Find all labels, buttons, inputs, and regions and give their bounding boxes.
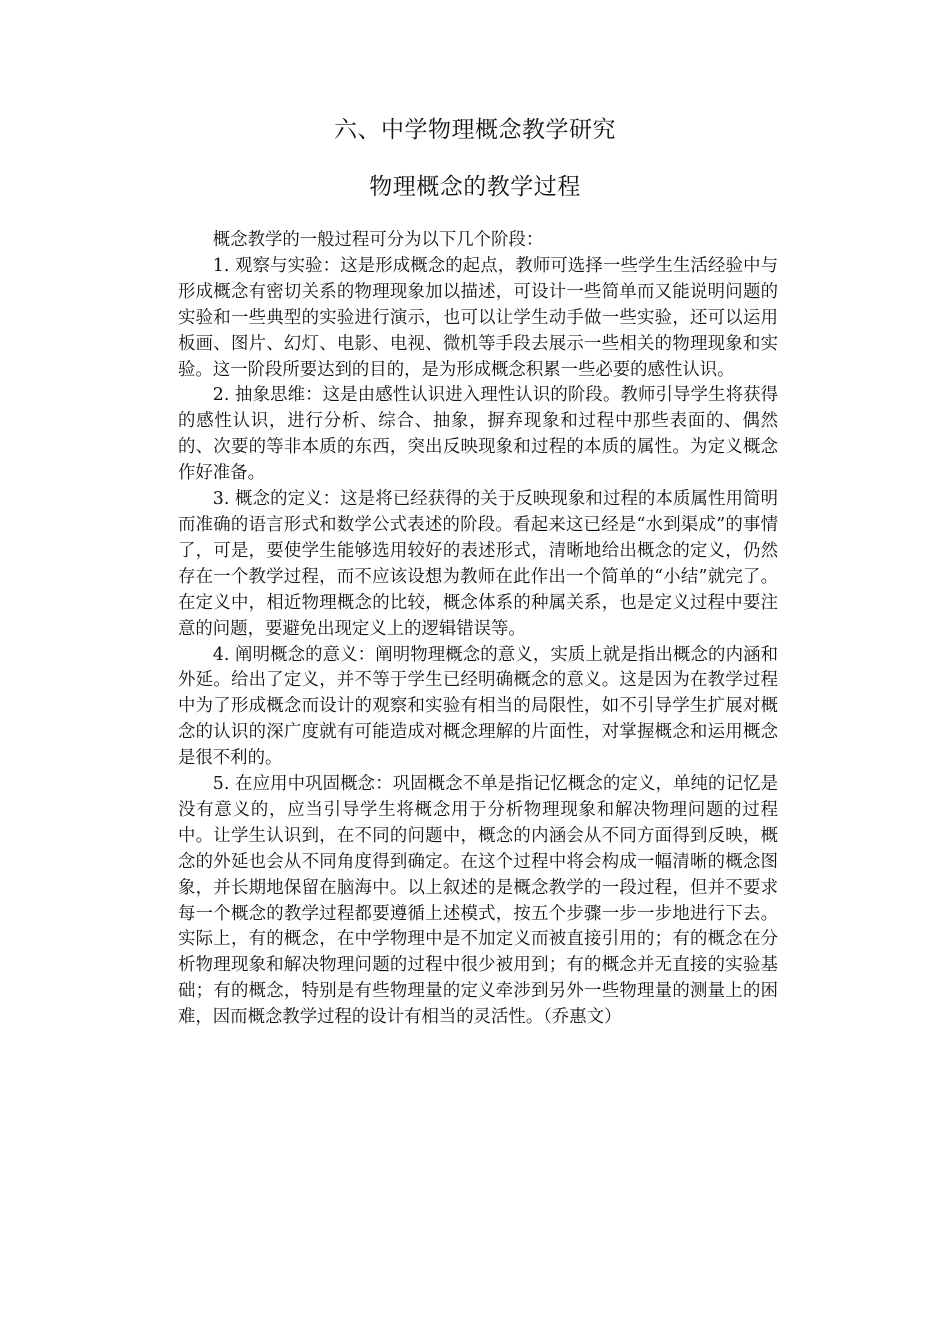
body-text	[178, 228, 778, 1031]
paragraph-observation: 1. 观察与实验：这是形成概念的起点，教师可选择一些学生生活经验中与形成概念有密切关系的物理现象加以描述，可设计一些简单而又能说明问题的实验和一些典型的实验进行演示，也可以让学生动手做一些实验，还可以运用板画、图片、幻灯、电影、电视、微机等手段去展示一些相关的物理现象和实验。这一阶段所要达到的目的，是为形成概念积累一些必要的感性认识。	[178, 255, 778, 380]
paragraph-abstract-thinking: 2. 抽象思维：这是由感性认识进入理性认识的阶段。教师引导学生将获得的感性认识，进行分析、综合、抽象，摒弃现象和过程中那些表面的、偶然的、次要的等非本质的东西，突出反映现象和过程的本质的属性。为定义概念作好准备。	[178, 385, 778, 484]
intro-paragraph: 概念教学的一般过程可分为以下几个阶段：	[212, 230, 544, 250]
paragraph-definition: 3. 概念的定义：这是将已经获得的关于反映现象和过程的本质属性用简明而准确的语言形式和数学公式表述的阶段。看起来这已经是“水到渠成”的事情了，可是，要使学生能够选用较好的表述形式，清晰地给出概念的定义，仍然存在一个教学过程，而不应该设想为教师在此作出一个简单的“小结”就完了。在定义中，相近物理概念的比较，概念体系的种属关系，也是定义过程中要注意的问题，要避免出现定义上的逻辑错误等。	[178, 489, 778, 639]
paragraph-application: 5. 在应用中巩固概念：巩固概念不单是指记忆概念的定义，单纯的记忆是没有意义的，应当引导学生将概念用于分析物理现象和解决物理问题的过程中。让学生认识到，在不同的问题中，概念的内涵会从不同方面得到反映，概念的外延也会从不同角度得到确定。在这个过程中将会构成一幅清晰的概念图象，并长期地保留在脑海中。以上叙述的是概念教学的一段过程，但并不要求每一个概念的教学过程都要遵循上述模式，按五个步骤一步一步地进行下去。实际上，有的概念，在中学物理中是不加定义而被直接引用的；有的概念在分析物理现象和解决物理问题的过程中很少被用到；有的概念并无直接的实验基础；有的概念，特别是有些物理量的定义牵涉到另外一些物理量的测量上的困难，因而概念教学过程的设计有相当的灵活性。（乔惠文）	[178, 774, 778, 1028]
page-title: 六、中学物理概念教学研究	[334, 117, 616, 143]
section-title: 物理概念的教学过程	[369, 174, 581, 200]
paragraph-meaning: 4. 阐明概念的意义：阐明物理概念的意义，实质上就是指出概念的内涵和外延。给出了定义，并不等于学生已经明确概念的意义。这是因为在教学过程中为了形成概念而设计的观察和实验有相当的局限性，如不引导学生扩展对概念的认识的深广度就有可能造成对概念理解的片面性，对掌握概念和运用概念是很不利的。	[178, 644, 778, 769]
